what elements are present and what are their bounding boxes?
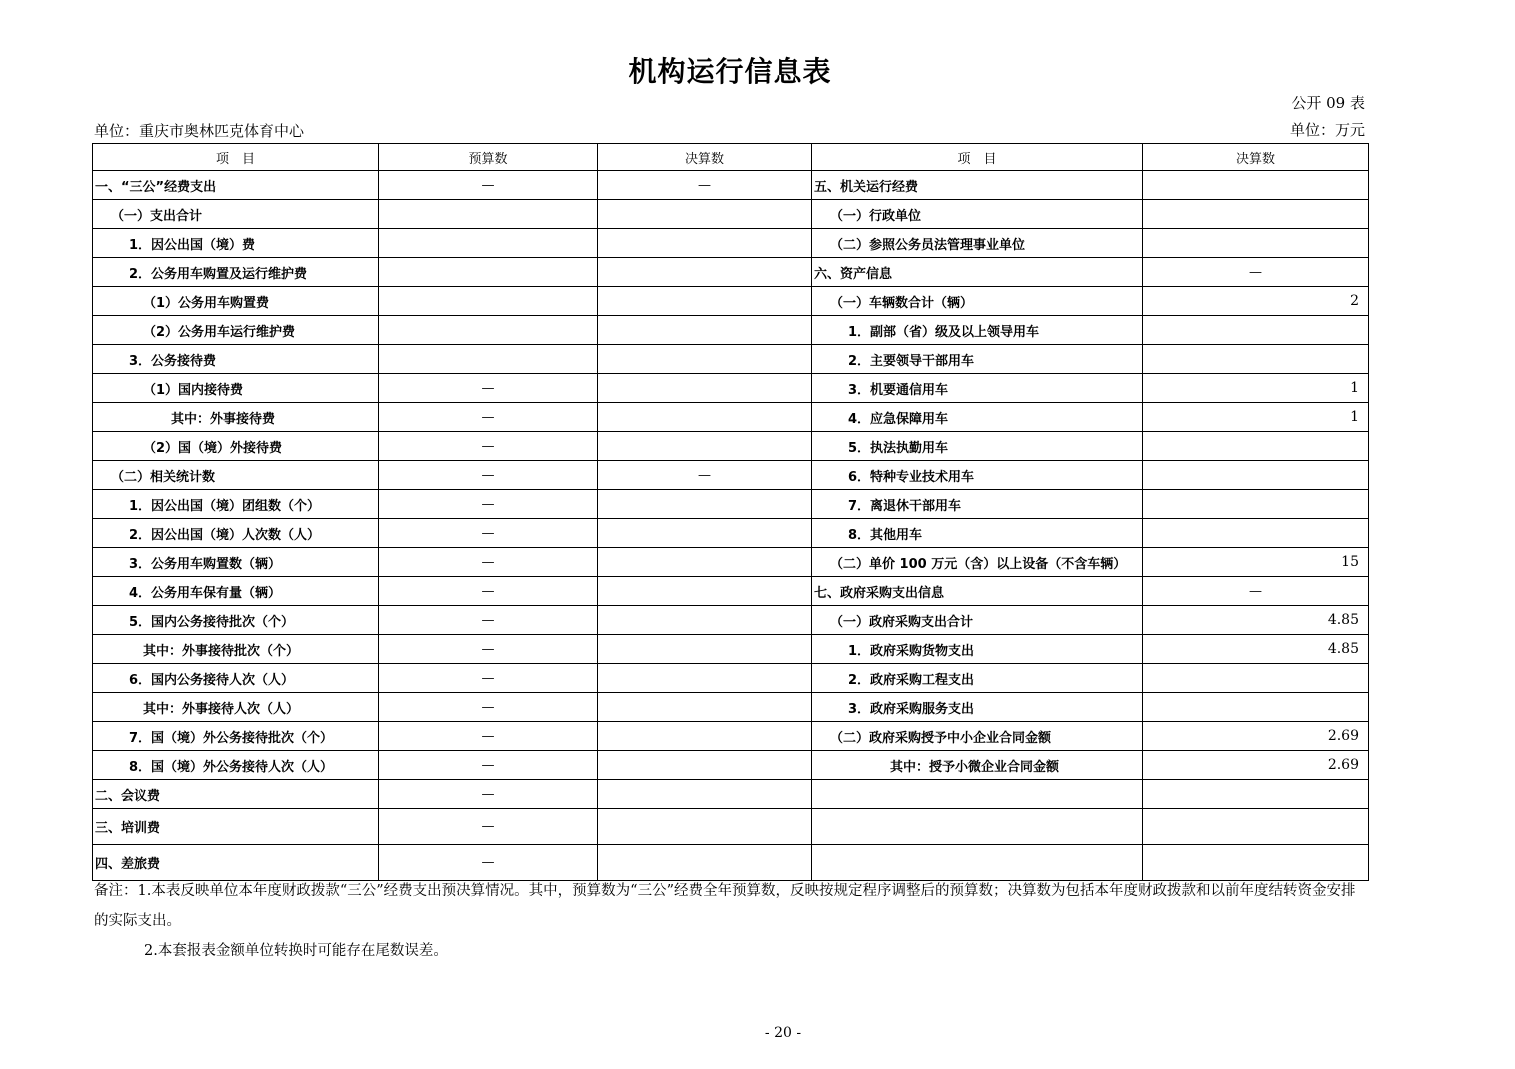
actual-right-cell: —	[1143, 258, 1369, 287]
right-item-cell: 2．政府采购工程支出	[812, 664, 1143, 693]
left-item-cell: （一）支出合计	[93, 200, 379, 229]
actual-right-cell	[1143, 316, 1369, 345]
budget-cell	[379, 229, 598, 258]
actual-left-cell	[598, 780, 812, 809]
table-body	[93, 171, 1369, 881]
left-item-cell: 其中：外事接待人次（人）	[93, 693, 379, 722]
page-title: 机构运行信息表	[628, 55, 832, 88]
budget-cell: —	[379, 461, 598, 490]
page-number: - 20 -	[764, 1025, 802, 1041]
actual-right-cell	[1143, 432, 1369, 461]
table-row	[93, 635, 1369, 664]
note-1: 备注：1.本表反映单位本年度财政拨款“三公”经费支出预决算情况。其中，预算数为“三公”经费全年预算数，反映按规定程序调整后的预算数；决算数为包括本年度财政拨款和以前年度结转资金安排的实际支出。	[94, 883, 1356, 929]
actual-left-cell	[598, 664, 812, 693]
actual-right-cell: 2.69	[1143, 751, 1369, 780]
left-item-cell: （1）公务用车购置费	[93, 287, 379, 316]
actual-left-cell	[598, 345, 812, 374]
right-item-cell: 六、资产信息	[812, 258, 1143, 287]
table-row	[93, 693, 1369, 722]
right-item-cell: （二）单价 100 万元（含）以上设备（不含车辆）	[812, 548, 1143, 577]
right-item-cell: 8．其他用车	[812, 519, 1143, 548]
left-item-cell: 6．国内公务接待人次（人）	[93, 664, 379, 693]
actual-right-cell: 1	[1143, 403, 1369, 432]
header-budget: 预算数	[379, 144, 598, 171]
budget-cell: —	[379, 664, 598, 693]
table-row	[93, 722, 1369, 751]
budget-cell: —	[379, 403, 598, 432]
left-item-cell: 其中：外事接待批次（个）	[93, 635, 379, 664]
left-item-cell: 4．公务用车保有量（辆）	[93, 577, 379, 606]
left-item-cell: 2．公务用车购置及运行维护费	[93, 258, 379, 287]
budget-cell: —	[379, 519, 598, 548]
left-item-cell: （二）相关统计数	[93, 461, 379, 490]
left-item-cell: （2）国（境）外接待费	[93, 432, 379, 461]
table-row	[93, 577, 1369, 606]
actual-right-cell: —	[1143, 577, 1369, 606]
table-row	[93, 374, 1369, 403]
actual-left-cell	[598, 751, 812, 780]
right-item-cell: 五、机关运行经费	[812, 171, 1143, 200]
budget-cell	[379, 345, 598, 374]
budget-cell	[379, 316, 598, 345]
budget-cell: —	[379, 548, 598, 577]
table-row	[93, 809, 1369, 845]
actual-right-cell	[1143, 780, 1369, 809]
table-row	[93, 548, 1369, 577]
right-item-cell: 4．应急保障用车	[812, 403, 1143, 432]
header-actual-left: 决算数	[598, 144, 812, 171]
left-item-cell: 5．国内公务接待批次（个）	[93, 606, 379, 635]
actual-left-cell: —	[598, 171, 812, 200]
actual-left-cell	[598, 229, 812, 258]
actual-left-cell	[598, 316, 812, 345]
actual-left-cell	[598, 287, 812, 316]
left-item-cell: 8．国（境）外公务接待人次（人）	[93, 751, 379, 780]
right-item-cell	[812, 809, 1143, 845]
left-item-cell: （2）公务用车运行维护费	[93, 316, 379, 345]
header-item-right: 项 目	[812, 144, 1143, 171]
form-number: 公开 09 表	[1291, 94, 1365, 112]
budget-cell: —	[379, 432, 598, 461]
right-item-cell: （一）政府采购支出合计	[812, 606, 1143, 635]
table-row	[93, 258, 1369, 287]
table-row	[93, 200, 1369, 229]
actual-right-cell	[1143, 519, 1369, 548]
notes	[94, 876, 1368, 966]
budget-cell: —	[379, 780, 598, 809]
table-row	[93, 345, 1369, 374]
table-row	[93, 780, 1369, 809]
actual-left-cell: —	[598, 461, 812, 490]
actual-left-cell	[598, 432, 812, 461]
budget-cell: —	[379, 171, 598, 200]
left-item-cell: 其中：外事接待费	[93, 403, 379, 432]
actual-right-cell: 2	[1143, 287, 1369, 316]
table-row	[93, 403, 1369, 432]
table-row	[93, 432, 1369, 461]
left-item-cell: 四、差旅费	[93, 845, 379, 881]
left-item-cell: 二、会议费	[93, 780, 379, 809]
right-item-cell: （二）政府采购授予中小企业合同金额	[812, 722, 1143, 751]
right-item-cell: （二）参照公务员法管理事业单位	[812, 229, 1143, 258]
actual-left-cell	[598, 403, 812, 432]
actual-right-cell	[1143, 664, 1369, 693]
right-item-cell	[812, 780, 1143, 809]
header-actual-right: 决算数	[1143, 144, 1369, 171]
actual-left-cell	[598, 809, 812, 845]
left-item-cell: 1．因公出国（境）费	[93, 229, 379, 258]
actual-left-cell	[598, 693, 812, 722]
actual-right-cell: 4.85	[1143, 606, 1369, 635]
budget-cell: —	[379, 606, 598, 635]
table-row	[93, 490, 1369, 519]
actual-right-cell	[1143, 693, 1369, 722]
currency-unit: 单位：万元	[1289, 121, 1365, 139]
table-row	[93, 461, 1369, 490]
right-item-cell: 七、政府采购支出信息	[812, 577, 1143, 606]
left-item-cell: 3．公务接待费	[93, 345, 379, 374]
table-row	[93, 606, 1369, 635]
right-item-cell: 1．副部（省）级及以上领导用车	[812, 316, 1143, 345]
info-table	[92, 143, 1369, 881]
table-header-row	[93, 144, 1369, 171]
budget-cell: —	[379, 845, 598, 881]
right-item-cell: 3．政府采购服务支出	[812, 693, 1143, 722]
actual-right-cell	[1143, 490, 1369, 519]
table-row	[93, 519, 1369, 548]
table-row	[93, 287, 1369, 316]
budget-cell: —	[379, 635, 598, 664]
right-item-cell: 3．机要通信用车	[812, 374, 1143, 403]
right-item-cell: （一）车辆数合计（辆）	[812, 287, 1143, 316]
left-item-cell: 7．国（境）外公务接待批次（个）	[93, 722, 379, 751]
actual-left-cell	[598, 374, 812, 403]
actual-right-cell	[1143, 809, 1369, 845]
actual-left-cell	[598, 548, 812, 577]
actual-right-cell	[1143, 461, 1369, 490]
budget-cell: —	[379, 751, 598, 780]
budget-cell: —	[379, 722, 598, 751]
table-row	[93, 664, 1369, 693]
left-item-cell: 三、培训费	[93, 809, 379, 845]
right-item-cell: 其中：授予小微企业合同金额	[812, 751, 1143, 780]
actual-left-cell	[598, 519, 812, 548]
actual-left-cell	[598, 258, 812, 287]
left-item-cell: 3．公务用车购置数（辆）	[93, 548, 379, 577]
reporting-unit: 单位：重庆市奥林匹克体育中心	[94, 122, 305, 140]
budget-cell	[379, 200, 598, 229]
budget-cell	[379, 287, 598, 316]
note-2: 2.本套报表金额单位转换时可能存在尾数误差。	[144, 943, 448, 959]
right-item-cell: 5．执法执勤用车	[812, 432, 1143, 461]
table-row	[93, 316, 1369, 345]
right-item-cell: 1．政府采购货物支出	[812, 635, 1143, 664]
right-item-cell: 6．特种专业技术用车	[812, 461, 1143, 490]
actual-left-cell	[598, 200, 812, 229]
right-item-cell: 2．主要领导干部用车	[812, 345, 1143, 374]
actual-left-cell	[598, 490, 812, 519]
actual-right-cell: 15	[1143, 548, 1369, 577]
right-item-cell: 7．离退休干部用车	[812, 490, 1143, 519]
actual-right-cell	[1143, 171, 1369, 200]
table-row	[93, 751, 1369, 780]
actual-right-cell: 4.85	[1143, 635, 1369, 664]
actual-right-cell: 1	[1143, 374, 1369, 403]
actual-right-cell	[1143, 200, 1369, 229]
left-item-cell: （1）国内接待费	[93, 374, 379, 403]
actual-right-cell	[1143, 229, 1369, 258]
actual-left-cell	[598, 722, 812, 751]
left-item-cell: 2．因公出国（境）人次数（人）	[93, 519, 379, 548]
actual-left-cell	[598, 635, 812, 664]
budget-cell: —	[379, 374, 598, 403]
left-item-cell: 1．因公出国（境）团组数（个）	[93, 490, 379, 519]
budget-cell	[379, 258, 598, 287]
actual-left-cell	[598, 577, 812, 606]
actual-right-cell: 2.69	[1143, 722, 1369, 751]
actual-left-cell	[598, 606, 812, 635]
table-row	[93, 171, 1369, 200]
right-item-cell: （一）行政单位	[812, 200, 1143, 229]
budget-cell: —	[379, 490, 598, 519]
budget-cell: —	[379, 809, 598, 845]
header-item-left: 项 目	[93, 144, 379, 171]
left-item-cell: 一、“三公”经费支出	[93, 171, 379, 200]
actual-right-cell	[1143, 345, 1369, 374]
table-row	[93, 229, 1369, 258]
budget-cell: —	[379, 693, 598, 722]
budget-cell: —	[379, 577, 598, 606]
